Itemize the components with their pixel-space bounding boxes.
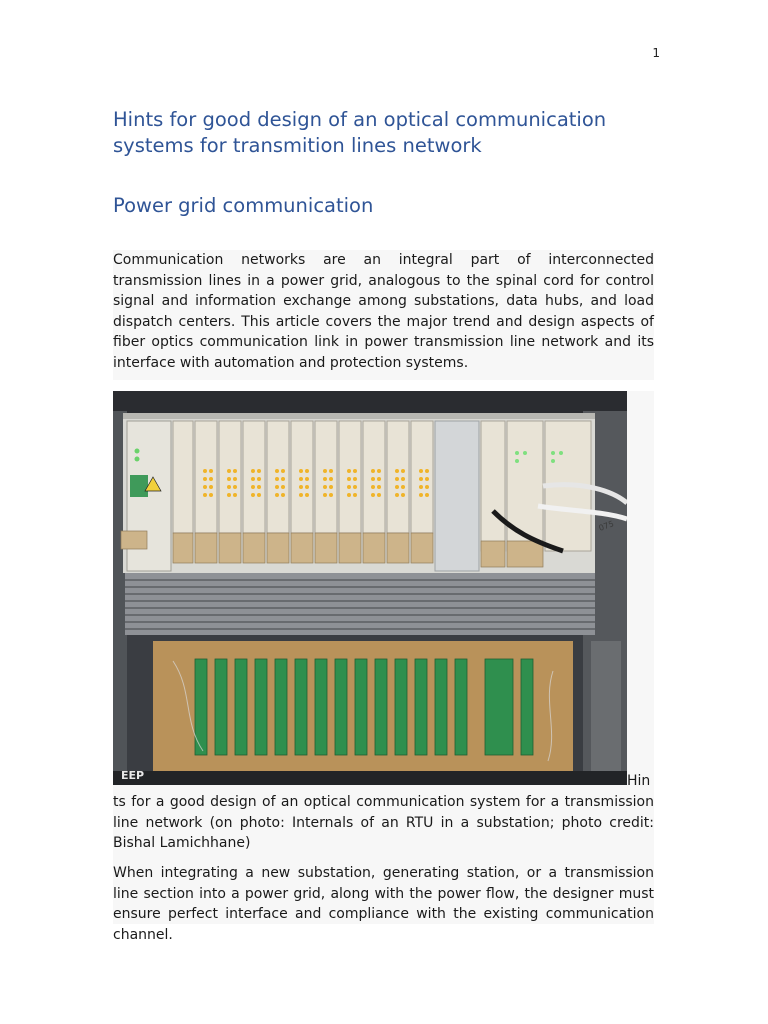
eep-logo: EEP bbox=[121, 769, 145, 782]
intro-block bbox=[113, 250, 654, 380]
photo-caption: ts for a good design of an optical communication system for a transmission line network (on photo: Internals of an RTU in a substation; photo credit: Bishal Lamichhane) bbox=[113, 794, 654, 852]
figure-block bbox=[113, 391, 654, 943]
page-number: 1 bbox=[652, 46, 660, 60]
caption-start: Hin bbox=[627, 773, 651, 789]
document-title: Hints for good design of an optical communication systems for transmition lines network bbox=[113, 108, 607, 157]
closing-paragraph: When integrating a new substation, generating station, or a transmission line section into a power grid, along with the power flow, the designer must ensure perfect interface and compliance with the existing communication channel. bbox=[113, 865, 654, 943]
rtu-photo bbox=[113, 391, 627, 785]
rtu-photo-drawing bbox=[113, 391, 627, 785]
intro-paragraph: Communication networks are an integral part of interconnected transmission lines in a power grid, analogous to the spinal cord for control signal and information exchange among substations, data hubs, and load dispatch centers. This article covers the major trend and design aspects of fiber optics communication link in power transmission line network and its interface with automation and protection systems. bbox=[113, 252, 654, 371]
section-heading: Power grid communication bbox=[113, 194, 374, 217]
cable-label: 075 bbox=[597, 519, 616, 533]
